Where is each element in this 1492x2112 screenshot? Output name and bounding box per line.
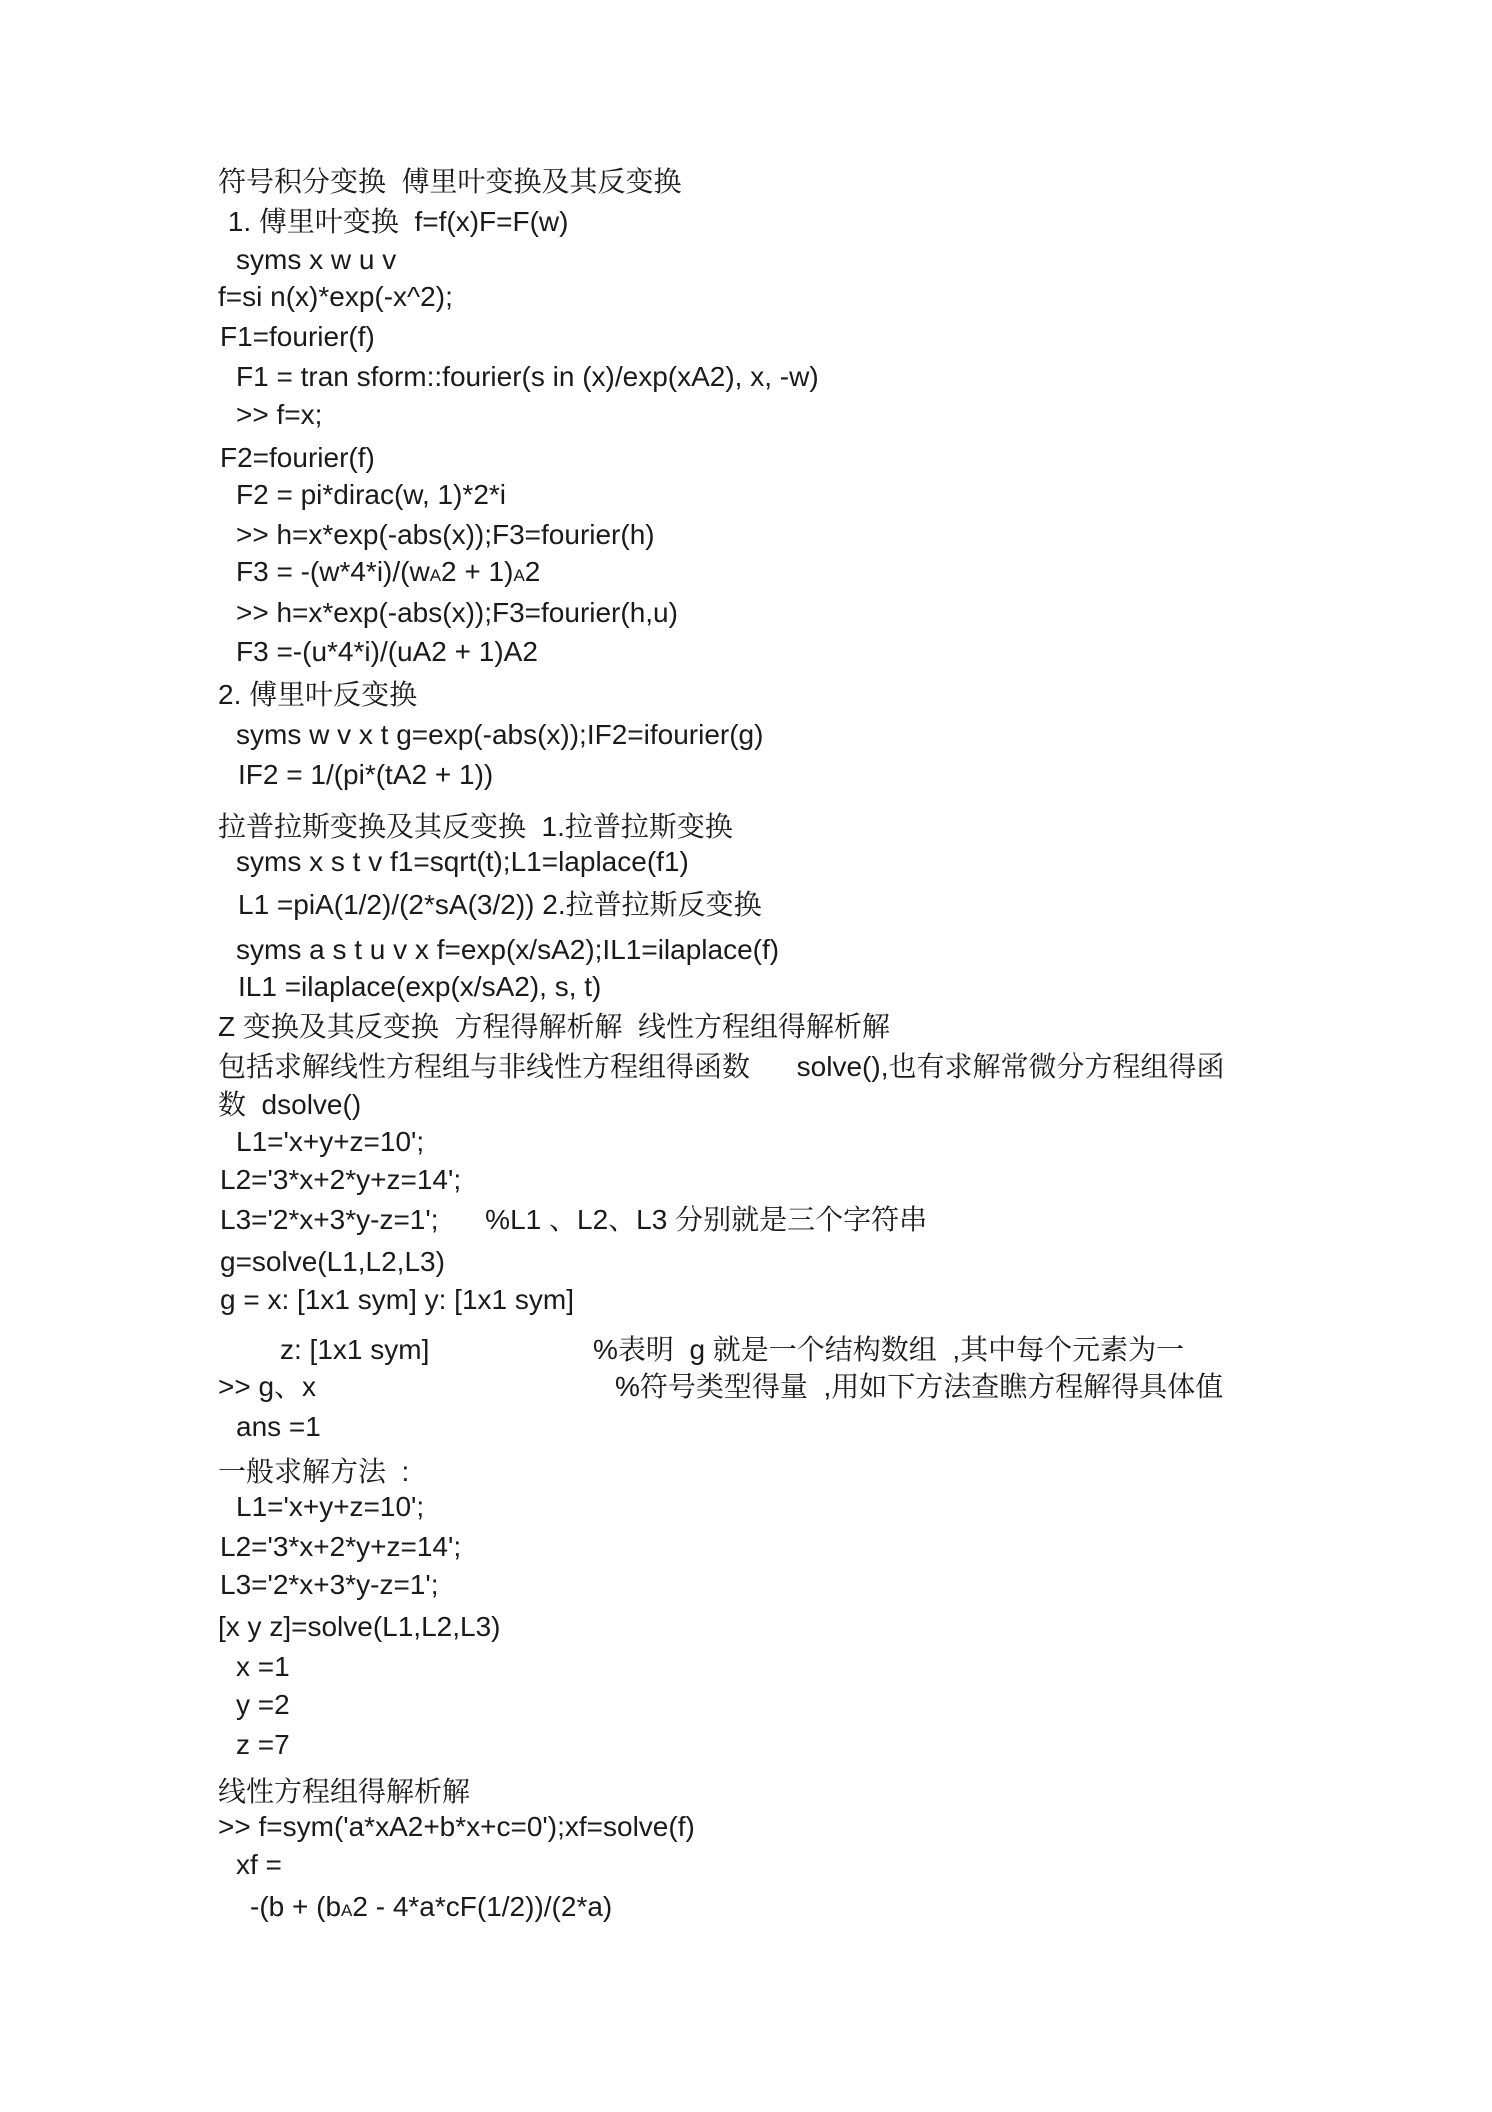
- doc-line: [236, 555, 540, 593]
- doc-line: z =7: [236, 1729, 290, 1760]
- doc-line: >> h=x*exp(-abs(x));F3=fourier(h): [236, 519, 655, 550]
- doc-line: [x y z]=solve(L1,L2,L3): [218, 1611, 501, 1642]
- doc-line: 1. 傅里叶变换 f=f(x)F=F(w): [220, 206, 569, 237]
- doc-line: L3='2*x+3*y-z=1';: [220, 1569, 439, 1600]
- doc-line: F1 = tran sform::fourier(s in (x)/exp(xA2), x, -w): [236, 361, 819, 392]
- doc-line: L2='3*x+2*y+z=14';: [220, 1531, 462, 1562]
- doc-line: L3='2*x+3*y-z=1'; %L1 、L2、L3 分别就是三个字符串: [220, 1204, 928, 1235]
- doc-text: 2 - 4*a*cF(1/2))/(2*a): [352, 1891, 613, 1922]
- doc-line: IL1 =ilaplace(exp(x/sA2), s, t): [238, 971, 602, 1002]
- doc-heading-laplace: 拉普拉斯变换及其反变换 1.拉普拉斯变换: [218, 811, 733, 842]
- doc-heading-general-method: 一般求解方法 :: [218, 1456, 410, 1487]
- doc-line: f=si n(x)*exp(-x^2);: [218, 281, 453, 312]
- doc-text: 2 + 1): [441, 556, 514, 587]
- doc-heading-symbolic-transform: 符号积分变换 傅里叶变换及其反变换: [218, 166, 682, 197]
- doc-text: -(b + (b: [250, 1891, 342, 1922]
- doc-line: F2 = pi*dirac(w, 1)*2*i: [236, 479, 507, 510]
- doc-comment: %符号类型得量 ,用如下方法查瞧方程解得具体值: [615, 1371, 1224, 1402]
- doc-heading-z-transform: Z 变换及其反变换 方程得解析解 线性方程组得解析解: [218, 1011, 891, 1042]
- doc-line: z: [1x1 sym]: [280, 1334, 430, 1365]
- doc-line: 数 dsolve(): [218, 1089, 362, 1120]
- doc-line: [250, 1890, 612, 1928]
- doc-line: y =2: [236, 1689, 290, 1720]
- doc-line: IF2 = 1/(pi*(tA2 + 1)): [238, 759, 494, 790]
- doc-line: F2=fourier(f): [220, 442, 375, 473]
- doc-text: F3 = -(w*4*i)/(w: [236, 556, 430, 587]
- doc-line: g = x: [1x1 sym] y: [1x1 sym]: [220, 1284, 574, 1315]
- doc-line: >> g、x: [218, 1371, 317, 1402]
- doc-line: >> f=sym('a*xA2+b*x+c=0');xf=solve(f): [218, 1811, 695, 1842]
- doc-line: 包括求解线性方程组与非线性方程组得函数 solve(),也有求解常微分方程组得函: [218, 1051, 1225, 1082]
- doc-line: xf =: [236, 1849, 282, 1880]
- doc-line: syms a s t u v x f=exp(x/sA2);IL1=ilaplace(f): [236, 934, 780, 965]
- doc-line: syms x s t v f1=sqrt(t);L1=laplace(f1): [236, 846, 689, 877]
- doc-text-small: A: [513, 566, 525, 585]
- doc-heading-linear-solution: 线性方程组得解析解: [218, 1776, 471, 1807]
- doc-text-small: A: [429, 566, 442, 585]
- doc-line: 2. 傅里叶反变换: [218, 679, 418, 710]
- doc-line: g=solve(L1,L2,L3): [220, 1246, 445, 1277]
- doc-line: ans =1: [236, 1411, 321, 1442]
- doc-line: >> f=x;: [236, 399, 323, 430]
- doc-line: F3 =-(u*4*i)/(uA2 + 1)A2: [236, 636, 538, 667]
- doc-text-small: A: [341, 1901, 353, 1920]
- doc-line: L1='x+y+z=10';: [236, 1126, 425, 1157]
- doc-line: >> h=x*exp(-abs(x));F3=fourier(h,u): [236, 597, 678, 628]
- doc-line: L1='x+y+z=10';: [236, 1491, 425, 1522]
- doc-line: x =1: [236, 1651, 290, 1682]
- doc-line: F1=fourier(f): [220, 321, 375, 352]
- doc-comment: %表明 g 就是一个结构数组 ,其中每个元素为一: [593, 1334, 1185, 1365]
- doc-text: 2: [524, 556, 541, 587]
- doc-line: syms x w u v: [236, 244, 397, 275]
- doc-line: L2='3*x+2*y+z=14';: [220, 1164, 462, 1195]
- doc-line: L1 =piA(1/2)/(2*sA(3/2)) 2.拉普拉斯反变换: [238, 889, 762, 920]
- doc-line: syms w v x t g=exp(-abs(x));IF2=ifourier(g): [236, 719, 764, 750]
